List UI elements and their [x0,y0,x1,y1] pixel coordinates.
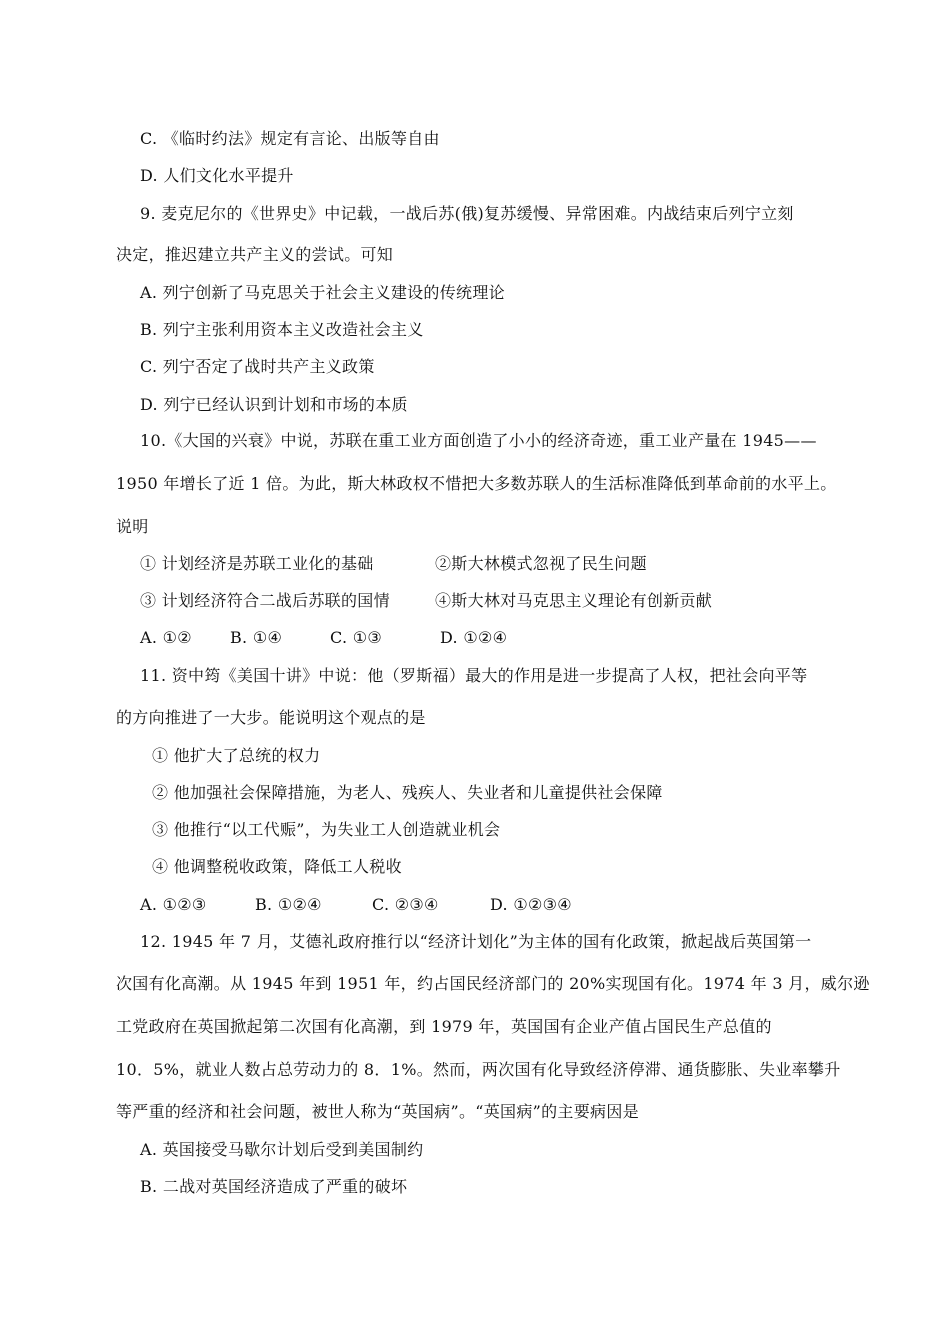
q9-stem-line2: 决定，推迟建立共产主义的尝试。可知 [116,245,394,264]
q11-item-3: ③ 他推行“以工代赈”，为失业工人创造就业机会 [152,820,501,839]
q10-option-c: C. ①③ [330,628,383,647]
q9-option-a: A. 列宁创新了马克思关于社会主义建设的传统理论 [140,283,505,302]
q11-stem-line1: 11. 资中筠《美国十讲》中说：他（罗斯福）最大的作用是进一步提高了人权，把社会向平等 [140,666,808,685]
q10-option-d: D. ①②④ [440,628,508,647]
q11-stem-line2: 的方向推进了一大步。能说明这个观点的是 [116,708,426,727]
q12-option-a: A. 英国接受马歇尔计划后受到美国制约 [140,1140,424,1159]
q11-option-d: D. ①②③④ [490,895,572,914]
q9-stem-line1: 9. 麦克尼尔的《世界史》中记载，一战后苏(俄)复苏缓慢、异常困难。内战结束后列宁立刻 [140,204,794,223]
q9-option-c: C. 列宁否定了战时共产主义政策 [140,357,375,376]
q12-stem-line3: 工党政府在英国掀起第二次国有化高潮，到 1979 年，英国国有企业产值占国民生产总值的 [116,1017,772,1036]
q10-item-3: ③ 计划经济符合二战后苏联的国情 [140,591,390,610]
q10-option-b: B. ①④ [230,628,283,647]
q10-item-4: ④斯大林对马克思主义理论有创新贡献 [435,591,713,610]
q10-item-1: ① 计划经济是苏联工业化的基础 [140,554,374,573]
q11-option-c: C. ②③④ [372,895,439,914]
q10-item-2: ②斯大林模式忽视了民生问题 [435,554,647,573]
q11-item-4: ④ 他调整税收政策，降低工人税收 [152,857,402,876]
q12-option-b: B. 二战对英国经济造成了严重的破坏 [140,1177,408,1196]
q11-item-2: ② 他加强社会保障措施，为老人、残疾人、失业者和儿童提供社会保障 [152,783,663,802]
q11-option-b: B. ①②④ [255,895,322,914]
q12-stem-line1: 12. 1945 年 7 月，艾德礼政府推行以“经济计划化”为主体的国有化政策，掀起战后英国第一 [140,932,812,951]
q11-option-a: A. ①②③ [140,895,207,914]
q10-stem-line1: 10.《大国的兴衰》中说，苏联在重工业方面创造了小小的经济奇迹，重工业产量在 1945—— [140,431,817,450]
q12-stem-line5: 等严重的经济和社会问题，被世人称为“英国病”。“英国病”的主要病因是 [116,1102,639,1121]
q11-item-1: ① 他扩大了总统的权力 [152,746,321,765]
q8-option-c: C. 《临时约法》规定有言论、出版等自由 [140,129,440,148]
q9-option-d: D. 列宁已经认识到计划和市场的本质 [140,395,408,414]
q10-option-a: A. ①② [140,628,192,647]
q9-option-b: B. 列宁主张利用资本主义改造社会主义 [140,320,424,339]
q12-stem-line4: 10．5%，就业人数占总劳动力的 8．1%。然而，两次国有化导致经济停滞、通货膨胀、失业率攀升 [116,1060,841,1079]
q10-stem-line3: 说明 [116,517,149,536]
q8-option-d: D. 人们文化水平提升 [140,166,294,185]
q12-stem-line2: 次国有化高潮。从 1945 年到 1951 年，约占国民经济部门的 20%实现国有化。1974 年 3 月，威尔逊 [116,974,870,993]
q10-stem-line2: 1950 年增长了近 1 倍。为此，斯大林政权不惜把大多数苏联人的生活标准降低到革命前的水平上。 [116,474,837,493]
